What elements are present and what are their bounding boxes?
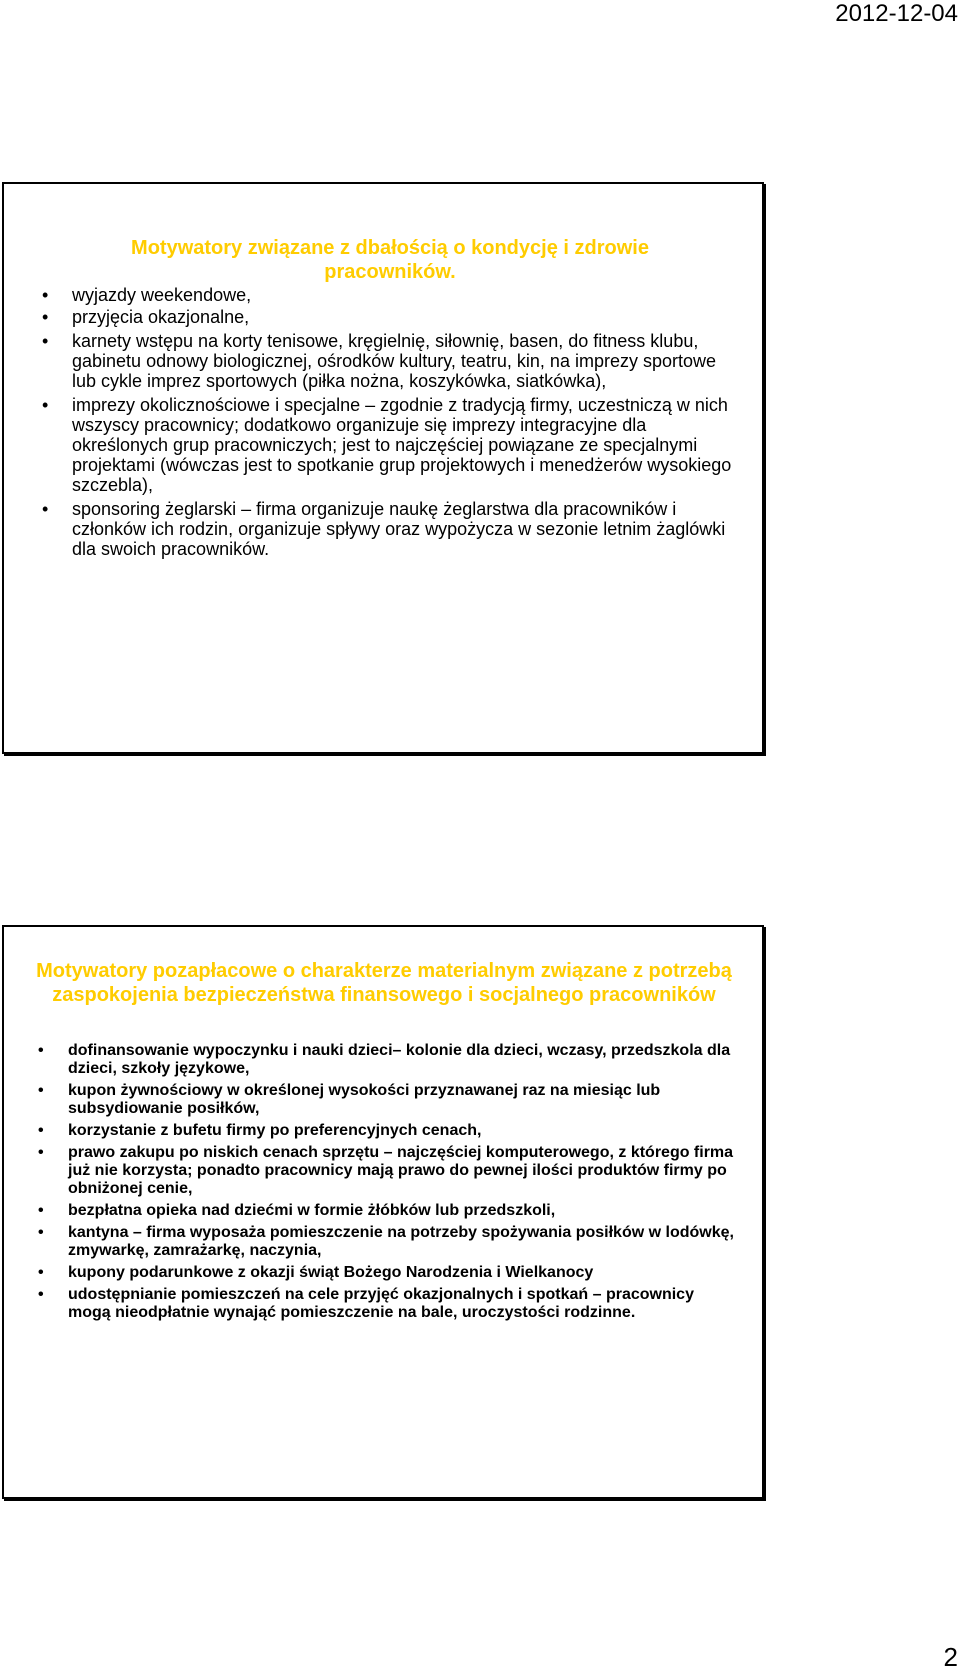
header-date: 2012-12-04 [835,0,958,27]
bullet-icon: • [42,285,49,305]
list-item-text: udostępnianie pomieszczeń na cele przyjęć okazjonalnych i spotkań – pracownicy mogą nieodpłatnie wynająć pomieszczenie na bale, uroczystości rodzinne. [68,1286,694,1321]
bullet-icon: • [38,1286,44,1303]
list-item [38,1144,738,1198]
slide-2-title: Motywatory pozapłacowe o charakterze materialnym związane z potrzebą zaspokojenia bezpieczeństwa finansowego i socjalnego pracowników [36,960,732,1006]
list-item [42,285,732,305]
list-item-text: bezpłatna opieka nad dziećmi w formie żłóbków lub przedszkoli, [68,1202,556,1219]
bullet-icon: • [38,1224,44,1241]
slide-1-title: Motywatory związane z dbałością o kondycję i zdrowie pracowników. [131,237,649,283]
slide-2-list [38,1042,738,1326]
list-item-text: kantyna – firma wyposaża pomieszczenie na potrzeby spożywania posiłków w lodówkę, zmywarkę, zamrażarkę, naczynia, [68,1224,734,1259]
bullet-icon: • [42,499,49,519]
list-item [38,1286,738,1322]
list-item [42,499,732,559]
list-item-text: wyjazdy weekendowe, [72,285,252,305]
bullet-icon: • [38,1082,44,1099]
list-item [38,1122,738,1140]
list-item [42,307,732,327]
list-item [38,1082,738,1118]
bullet-icon: • [42,331,49,351]
bullet-icon: • [42,307,49,327]
bullet-icon: • [38,1042,44,1059]
list-item-text: sponsoring żeglarski – firma organizuje naukę żeglarstwa dla pracowników i członków ich rodzin, organizuje spływy oraz wypożycza w sezonie letnim żaglówki dla swoich pracowników. [72,499,726,559]
list-item-text: imprezy okolicznościowe i specjalne – zgodnie z tradycją firmy, uczestniczą w nich wszyscy pracownicy; dodatkowo organizuje się imprezy integracyjne dla określonych grup pracowniczych; jest to najczęściej powiązane ze specjalnymi projektami (wówczas jest to spotkanie grup projektowych i menedżerów wysokiego szczebla), [72,395,732,495]
bullet-icon: • [38,1264,44,1281]
list-item-text: korzystanie z bufetu firmy po preferencyjnych cenach, [68,1122,482,1139]
bullet-icon: • [38,1144,44,1161]
list-item [38,1202,738,1220]
list-item-text: prawo zakupu po niskich cenach sprzętu – najczęściej komputerowego, z którego firma już nie korzysta; ponadto pracownicy mają prawo do pewnej ilości produktów firmy po obniżonej cenie, [68,1144,734,1197]
slide-1 [2,182,764,754]
list-item-text: dofinansowanie wypoczynku i nauki dzieci– kolonie dla dzieci, wczasy, przedszkola dla dzieci, szkoły językowe, [68,1042,731,1077]
list-item [42,395,732,495]
slide-1-list [42,285,732,561]
list-item [42,331,732,391]
list-item-text: przyjęcia okazjonalne, [72,307,250,327]
list-item-text: kupon żywnościowy w określonej wysokości przyznawanej raz na miesiąc lub subsydiowanie posiłków, [68,1082,661,1117]
page-number: 2 [943,1642,958,1672]
list-item [38,1224,738,1260]
list-item [38,1042,738,1078]
list-item-text: kupony podarunkowe z okazji świąt Bożego Narodzenia i Wielkanocy [68,1264,594,1281]
list-item [38,1264,738,1282]
slide-2 [2,925,764,1499]
bullet-icon: • [42,395,49,415]
bullet-icon: • [38,1202,44,1219]
bullet-icon: • [38,1122,44,1139]
list-item-text: karnety wstępu na korty tenisowe, kręgielnię, siłownię, basen, do fitness klubu, gabinetu odnowy biologicznej, ośrodków kultury, teatru, kin, na imprezy sportowe lub cykle imprez sportowych (piłka nożna, koszykówka, siatkówka), [72,331,717,391]
